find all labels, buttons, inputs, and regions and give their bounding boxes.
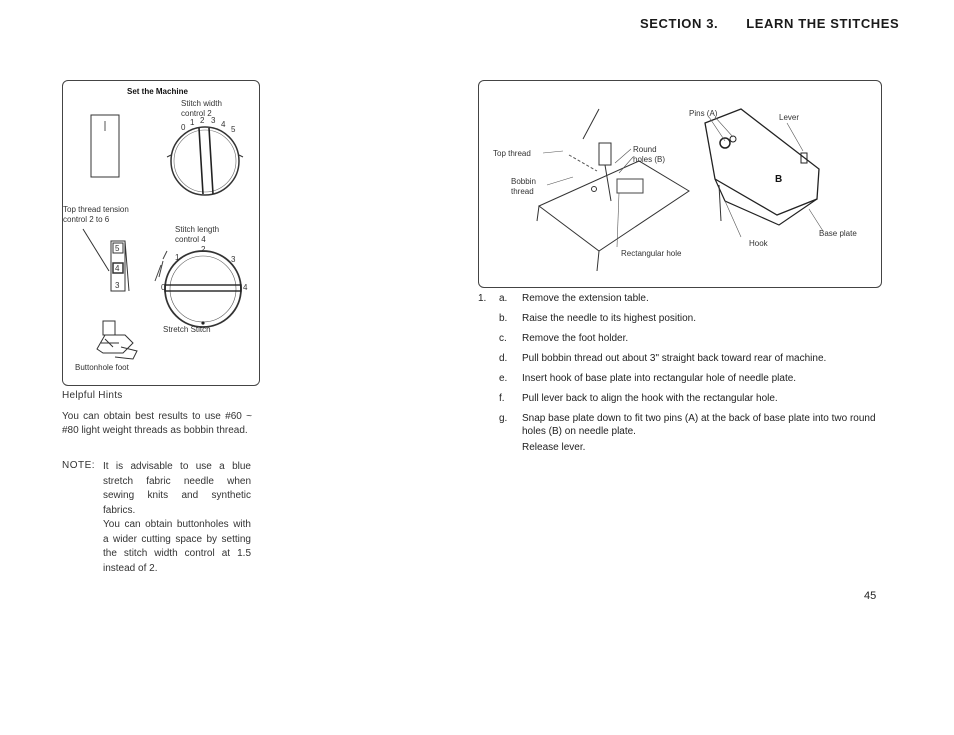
step-letter: a. xyxy=(499,293,508,304)
dial-length-number-4: 4 xyxy=(243,283,248,292)
step-text: Remove the foot holder. xyxy=(522,333,629,344)
step-text: Snap base plate down to fit two pins (A) at the back of base plate into two round holes (B) on needle plate. xyxy=(522,413,876,437)
tension-number-3: 3 xyxy=(115,281,120,290)
rectangular-hole-label: Rectangular hole xyxy=(621,249,682,258)
dial-width-number-5: 5 xyxy=(231,125,236,134)
dial-length-number-1: 1 xyxy=(175,253,180,262)
buttonhole-foot-label: Buttonhole foot xyxy=(75,363,129,372)
step-letter: c. xyxy=(499,333,507,344)
dial-length-number-3: 3 xyxy=(231,255,236,264)
step-text: Raise the needle to its highest position. xyxy=(522,313,696,324)
set-machine-title: Set the Machine xyxy=(127,87,188,96)
section-title: LEARN THE STITCHES xyxy=(746,16,900,31)
set-machine-figure xyxy=(62,80,260,386)
section-header xyxy=(640,16,899,31)
step-letter: e. xyxy=(499,373,508,384)
step-text: Release lever. xyxy=(522,442,586,453)
tension-label-line1: Top thread tension xyxy=(63,205,129,214)
tension-number-4: 4 xyxy=(115,264,120,273)
base-plate-label: Base plate xyxy=(819,229,857,238)
bobbin-thread-label-line2: thread xyxy=(511,187,534,196)
step-text: Insert hook of base plate into rectangular hole of needle plate. xyxy=(522,373,797,384)
step-letter: g. xyxy=(499,413,508,424)
dial-width-number-4: 4 xyxy=(221,120,226,129)
machine-controls-illustration xyxy=(63,81,259,385)
dial-width-number-2: 2 xyxy=(200,116,205,125)
helpful-hints-text: You can obtain best results to use #60 ~ #80 light weight threads as bobbin thread. xyxy=(62,411,252,436)
pins-a-label: Pins (A) xyxy=(689,109,718,118)
note-paragraph-1: It is advisable to use a blue stretch fabric needle when sewing knits and synthetic fabrics. xyxy=(103,461,251,516)
stitch-length-label-line1: Stitch length xyxy=(175,225,220,234)
tension-number-5: 5 xyxy=(115,244,120,253)
step-text: Pull bobbin thread out about 3" straight back toward rear of machine. xyxy=(522,353,827,364)
step-number: 1. xyxy=(478,293,487,304)
hook-label: Hook xyxy=(749,239,768,248)
round-holes-label-line1: Round xyxy=(633,145,657,154)
note-label: NOTE: xyxy=(62,460,96,471)
note-paragraph-2: You can obtain buttonholes with a wider cutting space by setting the stitch width control at 1.5 instead of 2. xyxy=(103,519,251,574)
helpful-hints-title: Helpful Hints xyxy=(62,390,123,401)
stretch-stitch-label: Stretch Stitch xyxy=(163,325,211,334)
stitch-width-label-line1: Stitch width xyxy=(181,99,222,108)
lever-label: Lever xyxy=(779,113,800,122)
tension-label-line2: control 2 to 6 xyxy=(63,215,110,224)
round-holes-label-line2: holes (B) xyxy=(633,155,666,164)
dial-width-number-0: 0 xyxy=(181,123,186,132)
step-text: Remove the extension table. xyxy=(522,293,649,304)
step-letter: b. xyxy=(499,313,508,324)
dial-length-number-0: 0 xyxy=(161,283,166,292)
bobbin-thread-label-line1: Bobbin xyxy=(511,177,536,186)
dial-length-number-2: 2 xyxy=(201,245,206,254)
page-number: 45 xyxy=(864,590,877,602)
step-text: Pull lever back to align the hook with the rectangular hole. xyxy=(522,393,778,404)
step-letter: f. xyxy=(499,393,505,404)
step-letter: d. xyxy=(499,353,508,364)
section-number: SECTION 3. xyxy=(640,16,719,31)
stitch-width-label-line2: control 2 xyxy=(181,109,212,118)
base-plate-figure xyxy=(478,80,882,288)
dial-width-number-3: 3 xyxy=(211,116,216,125)
plate-letter: B xyxy=(775,174,783,185)
dial-width-number-1: 1 xyxy=(190,118,195,127)
stitch-length-label-line2: control 4 xyxy=(175,235,206,244)
top-thread-label: Top thread xyxy=(493,149,531,158)
